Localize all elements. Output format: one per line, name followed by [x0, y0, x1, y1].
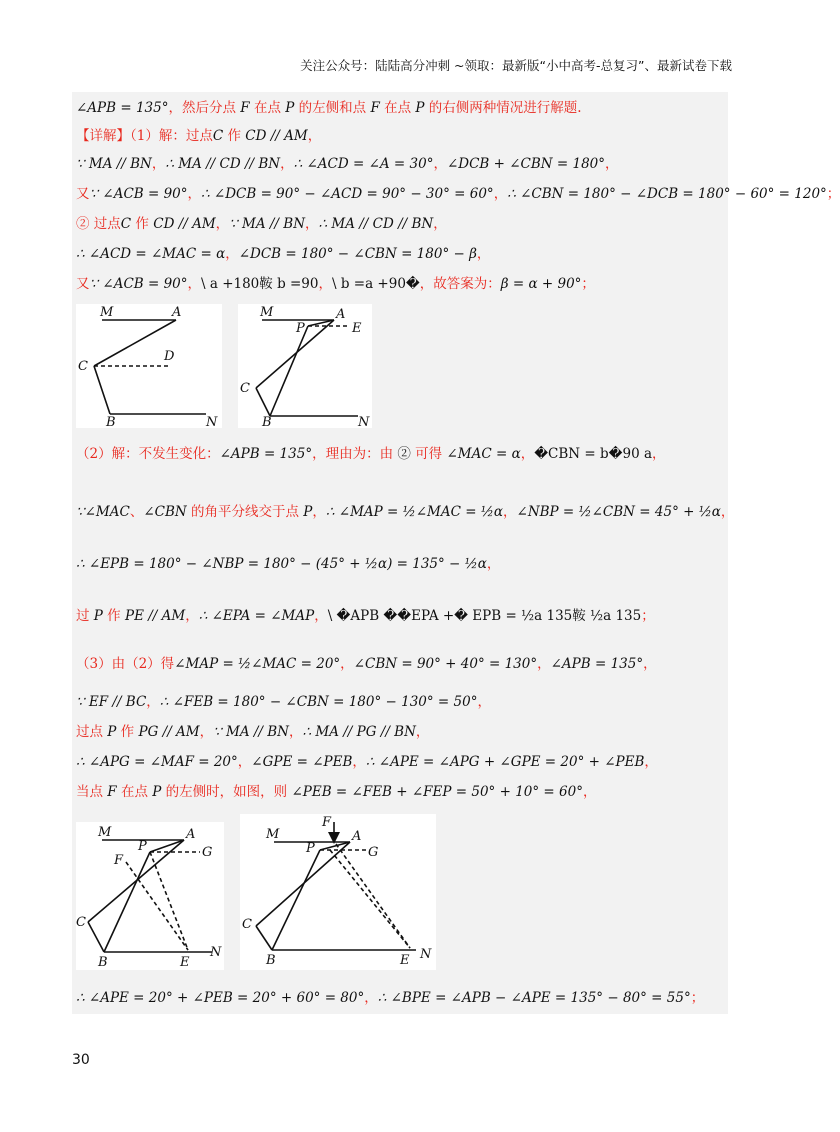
math-run: ∴ MA // CD // BN — [318, 216, 434, 232]
text-run: ， — [433, 156, 447, 172]
text-run: ， — [314, 608, 328, 624]
label-N: N — [206, 415, 218, 430]
text-run: ， — [433, 216, 447, 232]
label-D: D — [164, 349, 175, 364]
math-run: ∴ ∠APE = ∠APG + ∠GPE = 20° + ∠PEB — [365, 754, 645, 770]
math-run: ∠APB = 135° — [550, 656, 644, 672]
text-run: （2）解：不发生变化： — [76, 446, 220, 462]
math-run: F — [370, 100, 380, 116]
label-F: F — [322, 815, 332, 830]
text-run: ， — [652, 446, 666, 462]
figure-2 — [238, 304, 372, 428]
text-run: 作 — [131, 216, 154, 232]
text-run: ，理由为：由 — [312, 446, 398, 462]
math-run: P — [285, 100, 295, 116]
math-run: P — [152, 784, 162, 800]
text-run: 在点 — [379, 100, 416, 116]
math-run: ∠DCB = 180° − ∠CBN = 180° − β — [238, 246, 477, 262]
text-run: 作 — [223, 128, 246, 144]
label-N: N — [420, 947, 432, 962]
math-run: ∴ ∠EPA = ∠MAP — [198, 608, 315, 624]
math-run: ∴ ∠FEB = 180° − ∠CBN = 180° − 130° = 50° — [159, 694, 478, 710]
text-run: ， — [340, 656, 354, 672]
math-run: ∴ ∠BPE = ∠APB − ∠APE = 135° − 80° = 55° — [377, 990, 691, 1006]
text-line — [76, 606, 655, 626]
text-run: 又 — [76, 276, 90, 292]
label-A: A — [336, 307, 346, 322]
math-run: \ b =a +90� — [332, 276, 420, 292]
math-run: ∵ MA // BN — [213, 724, 289, 740]
text-run: ， — [280, 156, 294, 172]
text-run: ， — [187, 186, 202, 202]
label-M: M — [266, 827, 280, 842]
label-B: B — [106, 415, 116, 430]
text-run: ， — [187, 276, 202, 292]
math-run: ∴ ∠APE = 20° + ∠PEB = 20° + 60° = 80° — [76, 990, 365, 1006]
label-P: P — [296, 321, 305, 336]
math-run: ∠APB = 135° — [219, 446, 313, 462]
math-run: ∵ MA // BN — [76, 156, 152, 172]
text-run: ， — [305, 216, 319, 232]
math-run: ∠CBN = 90° + 40° = 130° — [353, 656, 538, 672]
label-P: P — [306, 841, 315, 856]
math-run: ∵ EF // BC — [76, 694, 147, 710]
text-run: ， — [199, 724, 214, 740]
text-run: ； — [690, 990, 705, 1006]
label-A: A — [186, 827, 196, 842]
text-run: ， — [486, 556, 501, 572]
text-run: ，然后分点 — [168, 100, 241, 116]
text-run: ， — [307, 128, 322, 144]
text-run: （1）解：过点 — [130, 128, 213, 144]
text-run: 作 — [102, 608, 125, 624]
text-run: 又 — [76, 186, 90, 202]
text-run: 的角平分线交于点 — [186, 504, 304, 520]
text-run: 的左侧和点 — [294, 100, 371, 116]
math-run: β = α + 90° — [500, 276, 582, 292]
math-run: �CBN = b�90 a — [534, 446, 653, 462]
text-line — [76, 988, 704, 1008]
math-run: C — [120, 216, 132, 232]
text-run: ， — [477, 694, 491, 710]
solution-content — [72, 92, 840, 1014]
text-run: 可得 — [410, 446, 447, 462]
page-number: 30 — [72, 1052, 90, 1068]
math-run: P — [93, 608, 103, 624]
text-run: 作 — [116, 724, 139, 740]
text-line — [76, 722, 429, 742]
math-run: ∴ ∠ACD = ∠A = 30° — [293, 156, 434, 172]
math-run: ∵ ∠ACB = 90° — [89, 276, 188, 292]
figure-3 — [76, 822, 224, 970]
math-run: ∴ ∠ACD = ∠MAC = α — [76, 246, 226, 262]
text-line — [76, 184, 840, 204]
text-run: 当点 — [76, 784, 108, 800]
math-run: ∴ ∠APG = ∠MAF = 20° — [76, 754, 238, 770]
label-A: A — [352, 829, 362, 844]
math-run: F — [240, 100, 250, 116]
label-B: B — [98, 955, 108, 970]
math-run: PG // AM — [138, 724, 200, 740]
label-A: A — [172, 305, 182, 320]
text-line — [76, 214, 447, 234]
math-run: ∴ ∠MAP = ½∠MAC = ½α — [325, 504, 504, 520]
text-run: 在点 — [116, 784, 153, 800]
math-run: ∴ ∠DCB = 90° − ∠ACD = 90° − 30° = 60° — [201, 186, 494, 202]
text-run: ， — [643, 656, 657, 672]
text-run: ， — [520, 446, 535, 462]
text-run: ， — [476, 246, 491, 262]
math-run: ∴ ∠EPB = 180° − ∠NBP = 180° − (45° + ½α) = 135° − ½α — [76, 556, 487, 572]
math-run: ∠CBN — [143, 504, 187, 520]
text-run: ， — [215, 216, 230, 232]
math-run: ② — [397, 446, 411, 462]
text-run: ，故答案为： — [419, 276, 501, 292]
text-run: 过 — [76, 608, 94, 624]
text-run: 【详解】 — [76, 128, 130, 144]
text-run: ， — [644, 754, 658, 770]
label-C: C — [76, 915, 86, 930]
text-run: 的左侧时，如图，则 — [161, 784, 292, 800]
text-line — [76, 444, 666, 464]
text-run: ， — [352, 754, 366, 770]
math-run: ∵∠MAC — [76, 504, 130, 520]
math-run: ∠GPE = ∠PEB — [251, 754, 353, 770]
text-run: ， — [288, 724, 303, 740]
label-E: E — [180, 955, 190, 970]
text-line — [76, 782, 596, 802]
label-M: M — [260, 305, 274, 320]
label-N: N — [358, 415, 370, 430]
label-C: C — [78, 359, 88, 374]
label-C: C — [240, 381, 250, 396]
label-B: B — [266, 953, 276, 968]
label-P: P — [138, 839, 147, 854]
text-run: ， — [237, 754, 252, 770]
label-G: G — [202, 845, 213, 860]
text-run: ， — [318, 276, 332, 292]
text-run: ， — [146, 694, 160, 710]
label-G: G — [368, 845, 379, 860]
math-run: \ �APB ��EPA +� EPB = ½a 135鞍 ½a 135 — [327, 608, 642, 624]
math-run: P — [415, 100, 425, 116]
label-C: C — [242, 917, 252, 932]
label-E: E — [400, 953, 410, 968]
text-run: 、 — [129, 504, 144, 520]
figure-4 — [240, 814, 436, 970]
text-run: ， — [312, 504, 326, 520]
math-run: ∠APB = 135° — [76, 100, 169, 116]
text-run: ， — [493, 186, 508, 202]
figure-1 — [76, 304, 222, 428]
text-line — [76, 554, 500, 574]
math-run: ∠NBP = ½∠CBN = 45° + ½α — [516, 504, 721, 520]
math-run: ∴ ∠CBN = 180° − ∠DCB = 180° − 60° = 120° — [507, 186, 827, 202]
math-run: ∠DCB + ∠CBN = 180° — [446, 156, 606, 172]
math-run: ∠MAC = α — [446, 446, 521, 462]
text-run: 过点 — [76, 724, 108, 740]
text-run: ； — [641, 608, 655, 624]
text-line — [76, 692, 491, 712]
math-run: ∵ MA // BN — [229, 216, 306, 232]
text-run: 的右侧两种情况进行解题. — [424, 100, 582, 116]
text-line — [76, 502, 734, 522]
math-run: P — [303, 504, 313, 520]
text-run: ， — [605, 156, 619, 172]
math-run: \ a +180鞍 b =90 — [201, 276, 319, 292]
text-run: 在点 — [249, 100, 286, 116]
text-run: ② 过点 — [76, 216, 121, 232]
math-run: ∴ MA // PG // BN — [302, 724, 416, 740]
text-run: ， — [225, 246, 239, 262]
text-line — [76, 752, 658, 772]
label-M: M — [100, 305, 114, 320]
text-run: ， — [151, 156, 166, 172]
math-run: ∴ MA // CD // BN — [165, 156, 281, 172]
text-line — [76, 244, 490, 264]
text-run: ； — [826, 186, 840, 202]
page-header: 关注公众号：陆陆高分冲刺 ~领取：最新版“小中高考-总复习”、最新试卷下载 — [300, 58, 732, 73]
text-run: ， — [185, 608, 199, 624]
text-run: ； — [581, 276, 595, 292]
text-run: ， — [537, 656, 551, 672]
text-line — [76, 274, 595, 294]
label-B: B — [262, 415, 272, 430]
text-run: ， — [720, 504, 735, 520]
math-run: P — [107, 724, 117, 740]
text-run: ， — [415, 724, 430, 740]
label-F: F — [114, 853, 124, 868]
math-run: CD // AM — [153, 216, 216, 232]
text-line — [76, 98, 582, 118]
math-run: C — [212, 128, 224, 144]
label-M: M — [98, 825, 112, 840]
math-run: ∵ ∠ACB = 90° — [89, 186, 188, 202]
text-run: ， — [364, 990, 378, 1006]
text-run: （3）由（2）得 — [76, 656, 175, 672]
label-E: E — [352, 321, 362, 336]
text-run: ， — [503, 504, 517, 520]
text-run: ， — [582, 784, 597, 800]
text-line — [76, 126, 321, 146]
text-line — [76, 654, 657, 674]
math-run: ∠MAP = ½∠MAC = 20° — [174, 656, 341, 672]
label-N: N — [210, 945, 222, 960]
math-run: F — [107, 784, 117, 800]
math-run: CD // AM — [245, 128, 308, 144]
text-line — [76, 154, 619, 174]
math-run: PE // AM — [124, 608, 186, 624]
math-run: ∠PEB = ∠FEB + ∠FEP = 50° + 10° = 60° — [291, 784, 583, 800]
